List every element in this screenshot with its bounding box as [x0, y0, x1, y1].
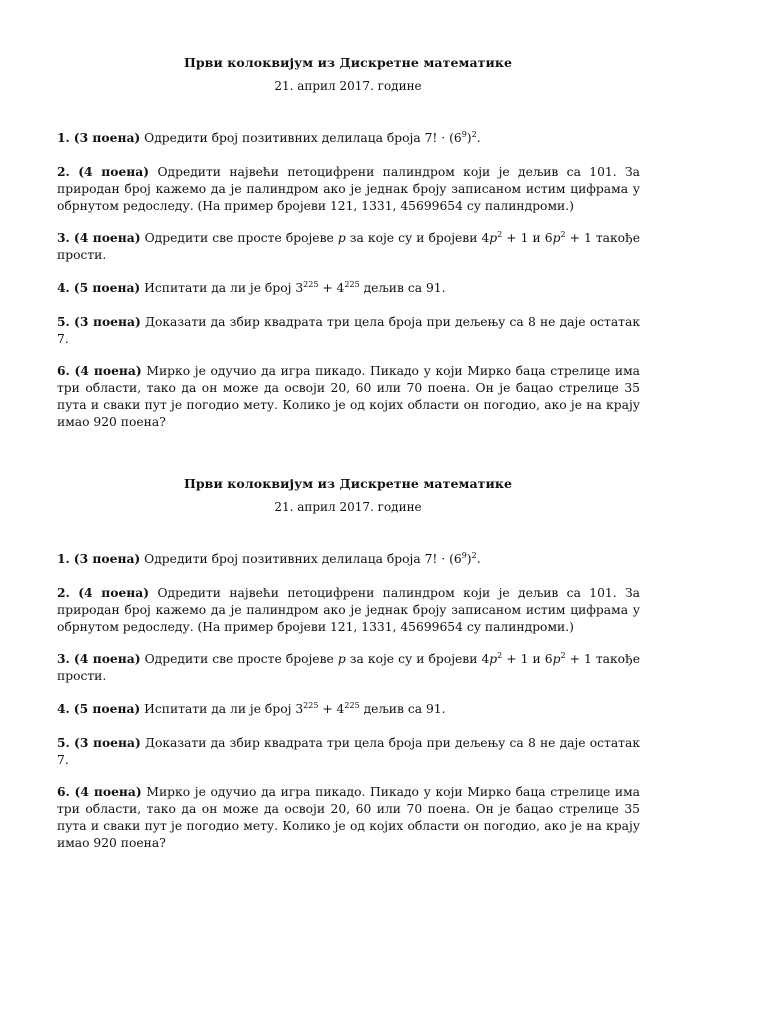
- superscript: 2: [497, 650, 503, 660]
- problem-text: Одредити највећи петоцифрени палиндром који је дељив са 101. За природан број кажемо да је палиндром ако је једнак броју записаном истим цифрама у обрнутом редоследу. (На пример бројеви 121, 1331, 45699654 су палиндроми.): [57, 586, 640, 634]
- problem-text: .: [476, 131, 481, 145]
- problem-text: Испитати да ли је број 3: [144, 281, 304, 295]
- superscript: 225: [303, 700, 319, 710]
- problem-text: Одредити све просте бројеве: [144, 231, 334, 245]
- problem-4: [57, 700, 640, 718]
- problem-text: .: [476, 552, 481, 566]
- problem-number: 3.: [57, 651, 70, 666]
- problem-text: + 4: [318, 702, 345, 716]
- problem-number: 5.: [57, 735, 70, 750]
- problem-points: (4 поена): [74, 784, 142, 799]
- problem-number: 5.: [57, 314, 70, 329]
- superscript: 225: [344, 700, 360, 710]
- superscript: 2: [560, 229, 566, 239]
- problem-points: (3 поена): [73, 551, 141, 566]
- problem-points: (3 поена): [74, 735, 141, 750]
- problem-points: (3 поена): [73, 130, 141, 145]
- exam-date: 21. април 2017. године: [274, 500, 422, 514]
- problem-text: + 4: [318, 281, 345, 295]
- problem-text: дељив са 91.: [359, 281, 446, 295]
- problem-2: [57, 584, 640, 636]
- math-variable: p: [552, 231, 561, 245]
- math-variable: p: [489, 231, 498, 245]
- problem-5: [57, 734, 640, 769]
- superscript: 9: [461, 129, 467, 139]
- problem-text: Одредити највећи петоцифрени палиндром који је дељив са 101. За природан број кажемо да је палиндром ако је једнак броју записаном истим цифрама у обрнутом редоследу. (На пример бројеви 121, 1331, 45699654 су палиндроми.): [57, 165, 640, 213]
- problem-text: Доказати да збир квадрата три цела броја при дељењу са 8 не даје остатак 7.: [57, 736, 641, 767]
- problem-5: [57, 313, 640, 348]
- problem-points: (4 поена): [74, 363, 142, 378]
- problem-text: + 1 и 6: [502, 652, 553, 666]
- problem-points: (4 поена): [78, 585, 150, 600]
- problem-number: 4.: [57, 701, 70, 716]
- problem-text: Одредити све просте бројеве: [144, 652, 334, 666]
- problem-number: 3.: [57, 230, 70, 245]
- problem-text: за које су и бројеви 4: [349, 652, 490, 666]
- problem-number: 2.: [57, 585, 70, 600]
- math-variable: p: [489, 652, 498, 666]
- problem-number: 6.: [57, 363, 70, 378]
- math-variable: p: [337, 231, 346, 245]
- superscript: 2: [560, 650, 566, 660]
- problem-number: 1.: [57, 551, 70, 566]
- problem-number: 4.: [57, 280, 70, 295]
- problem-1: [57, 129, 640, 147]
- problem-3: [57, 650, 640, 685]
- problem-points: (4 поена): [73, 230, 141, 245]
- problem-text: за које су и бројеви 4: [349, 231, 490, 245]
- math-variable: p: [552, 652, 561, 666]
- problem-text: + 1 такође прости.: [57, 231, 640, 262]
- math-variable: p: [337, 652, 346, 666]
- problem-text: Доказати да збир квадрата три цела броја при дељењу са 8 не даје остатак 7.: [57, 315, 641, 346]
- problem-text: + 1 такође прости.: [57, 652, 640, 683]
- problem-4: [57, 279, 640, 297]
- problem-points: (3 поена): [74, 314, 141, 329]
- problem-6: [57, 362, 640, 431]
- problem-2: [57, 163, 640, 215]
- superscript: 2: [471, 550, 477, 560]
- problem-text: Мирко је одучио да игра пикадо. Пикадо у који Мирко баца стрелице има три области, тако да он може да освоји 20, 60 или 70 поена. Он је бацао стрелице 35 пута и сваки пут је погодио мету. Колико је од којих области он погодио, ако је на крају имао 920 поена?: [57, 785, 641, 850]
- problem-number: 1.: [57, 130, 70, 145]
- problem-points: (4 поена): [73, 651, 141, 666]
- problem-3: [57, 229, 640, 264]
- problem-points: (5 поена): [73, 280, 141, 295]
- exam-date: 21. април 2017. године: [274, 79, 422, 93]
- problem-number: 6.: [57, 784, 70, 799]
- problem-text: Одредити број позитивних делилаца броја 7! · (6: [144, 552, 462, 566]
- superscript: 2: [497, 229, 503, 239]
- problem-text: Одредити број позитивних делилаца броја 7! · (6: [144, 131, 462, 145]
- problem-text: + 1 и 6: [502, 231, 553, 245]
- superscript: 225: [344, 279, 360, 289]
- problem-text: ): [466, 552, 472, 566]
- problem-points: (4 поена): [78, 164, 150, 179]
- problem-6: [57, 783, 640, 852]
- exam-title: Први колоквијум из Дискретне математике: [183, 476, 513, 491]
- problem-text: дељив са 91.: [359, 702, 446, 716]
- exam-title: Први колоквијум из Дискретне математике: [183, 55, 513, 70]
- problem-text: Мирко је одучио да игра пикадо. Пикадо у који Мирко баца стрелице има три области, тако да он може да освоји 20, 60 или 70 поена. Он је бацао стрелице 35 пута и сваки пут је погодио мету. Колико је од којих области он погодио, ако је на крају имао 920 поена?: [57, 364, 641, 429]
- problem-number: 2.: [57, 164, 70, 179]
- superscript: 9: [461, 550, 467, 560]
- problem-points: (5 поена): [73, 701, 141, 716]
- problem-text: ): [466, 131, 472, 145]
- superscript: 2: [471, 129, 477, 139]
- problem-text: Испитати да ли је број 3: [144, 702, 304, 716]
- problem-1: [57, 550, 640, 568]
- superscript: 225: [303, 279, 319, 289]
